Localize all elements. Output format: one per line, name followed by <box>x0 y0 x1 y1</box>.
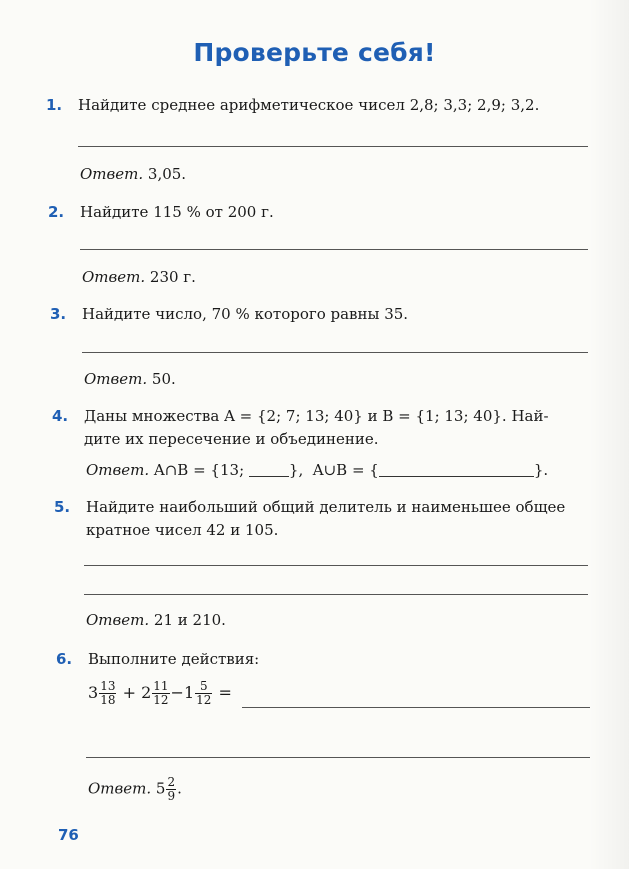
term2-numerator: 11 <box>153 679 169 693</box>
problem-3-number: 3. <box>50 305 67 323</box>
answer-label: Ответ. <box>86 461 150 479</box>
plus-operator: + <box>122 683 136 702</box>
problem-6-expression <box>88 680 232 707</box>
answer-whole: 5 <box>155 779 166 798</box>
union-close: }. <box>533 461 549 479</box>
union-expr: A∪B = { <box>312 461 379 479</box>
problem-4-text-line2: дите их пересечение и объединение. <box>84 430 379 448</box>
intersection-close: }, <box>288 461 304 479</box>
problem-1-answer <box>80 165 186 183</box>
problem-2-answer <box>82 268 196 286</box>
term1-fraction <box>99 680 116 707</box>
problem-5-text <box>86 496 565 542</box>
problem-4-answer <box>86 461 548 479</box>
answer-value: 21 и 210. <box>153 611 226 629</box>
problem-6-answer-line-1[interactable] <box>242 707 590 708</box>
problem-6-answer-line-2[interactable] <box>86 757 590 758</box>
problem-6-number: 6. <box>56 650 73 668</box>
answer-value: 230 г. <box>149 268 196 286</box>
intersection-expr: A∩B = {13; <box>153 461 245 479</box>
term3-fraction <box>195 680 212 707</box>
problem-4-text <box>84 405 549 451</box>
problem-1-number: 1. <box>46 96 63 114</box>
answer-fraction <box>166 776 176 803</box>
problem-1-text: Найдите среднее арифметическое чисел 2,8; 3,3; 2,9; 3,2. <box>78 96 540 114</box>
answer-numerator: 2 <box>167 775 176 789</box>
problem-6-text: Выполните действия: <box>88 650 260 668</box>
problem-2-answer-line[interactable] <box>80 249 588 250</box>
page-shadow <box>589 0 629 869</box>
equals-sign: = <box>218 683 232 702</box>
problem-3-text: Найдите число, 70 % которого равны 35. <box>82 305 409 323</box>
problem-2-number: 2. <box>48 203 65 221</box>
problem-2-text: Найдите 115 % от 200 г. <box>80 203 274 221</box>
problem-6-answer <box>88 776 182 803</box>
problem-4-number: 4. <box>52 407 69 425</box>
term1-numerator: 13 <box>100 679 116 693</box>
term3-numerator: 5 <box>195 680 212 694</box>
problem-5-text-line1: Найдите наибольший общий делитель и наименьшее общее <box>86 498 566 516</box>
answer-label: Ответ. <box>82 268 146 286</box>
answer-denominator: 9 <box>167 789 176 803</box>
answer-period: . <box>177 779 182 798</box>
intersection-blank[interactable] <box>249 462 289 477</box>
minus-operator: − <box>170 683 184 702</box>
problem-5-number: 5. <box>54 498 71 516</box>
problem-3-answer-line[interactable] <box>82 352 588 353</box>
problem-5-answer-line-1[interactable] <box>84 565 588 566</box>
union-blank[interactable] <box>379 462 534 477</box>
answer-value: 50. <box>151 370 176 388</box>
term2-fraction <box>152 680 169 707</box>
answer-label: Ответ. <box>88 779 152 798</box>
answer-value: 3,05. <box>147 165 187 183</box>
page-title: Проверьте себя! <box>193 38 436 67</box>
term3-denominator: 12 <box>196 693 212 707</box>
problem-3-answer <box>84 370 176 388</box>
problem-1-answer-line[interactable] <box>78 146 588 147</box>
term1-whole: 3 <box>88 683 99 702</box>
problem-5-answer <box>86 611 226 629</box>
answer-label: Ответ. <box>86 611 150 629</box>
problem-4-text-line1: Даны множества A = {2; 7; 13; 40} и B = {1; 13; 40}. Най- <box>84 407 549 425</box>
term2-denominator: 12 <box>153 693 169 707</box>
answer-label: Ответ. <box>80 165 144 183</box>
term1-denominator: 18 <box>100 693 116 707</box>
answer-label: Ответ. <box>84 370 148 388</box>
term2-whole: 2 <box>141 683 152 702</box>
page-number: 76 <box>58 826 79 844</box>
problem-5-answer-line-2[interactable] <box>84 594 588 595</box>
term3-whole: 1 <box>183 683 195 702</box>
problem-5-text-line2: кратное чисел 42 и 105. <box>86 521 279 539</box>
